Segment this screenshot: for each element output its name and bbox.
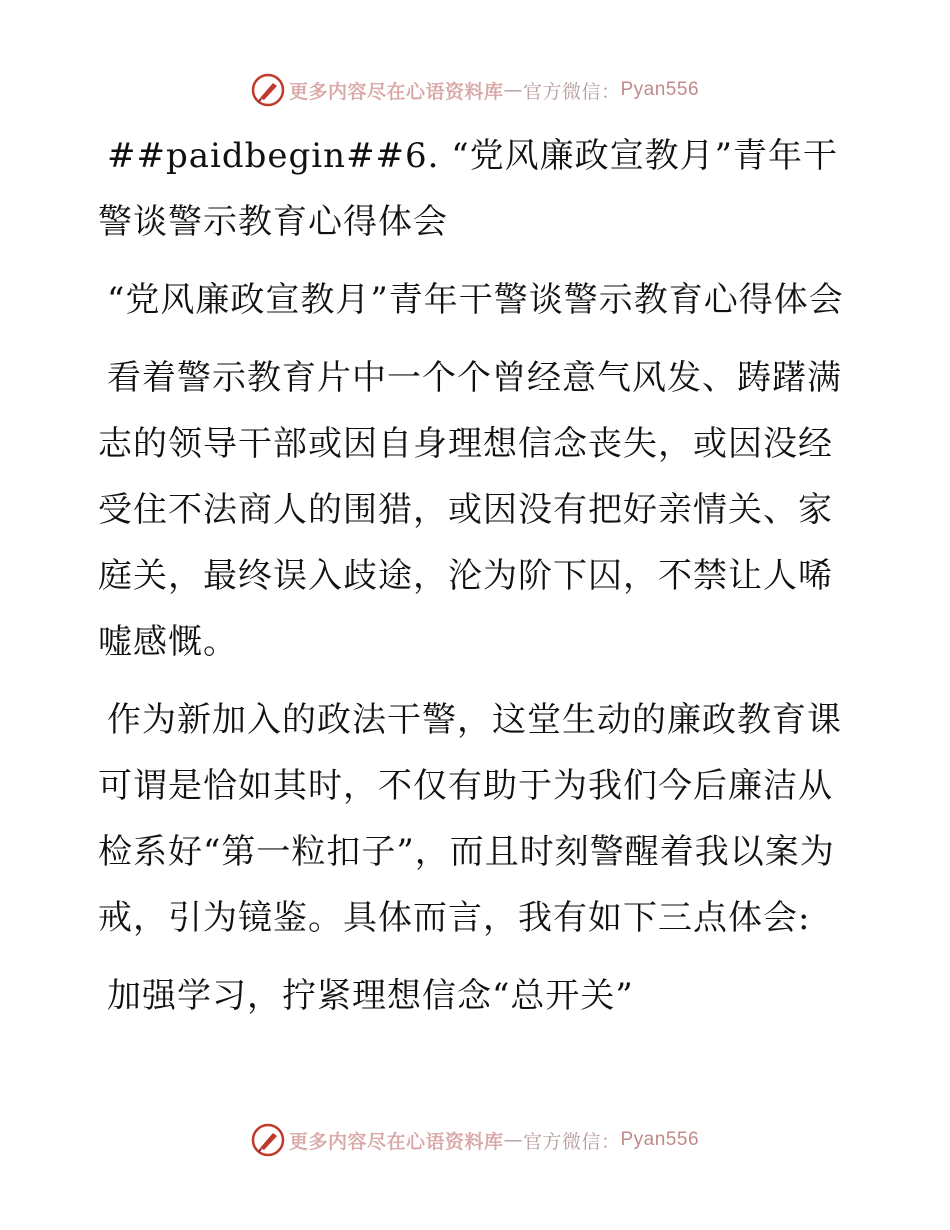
header-watermark	[0, 70, 950, 110]
document-body	[98, 123, 858, 1041]
pen-logo-icon	[251, 1123, 285, 1157]
banner-dash: —	[503, 79, 523, 101]
body-paragraph: 看着警示教育片中一个个曾经意气风发、踌躇满志的领导干部或因自身理想信念丧失，或因没经受住不法商人的围猎，或因没有把好亲情关、家庭关，最终误入歧途，沦为阶下囚，不禁让人唏嘘感慨。	[98, 358, 842, 662]
footer-watermark	[0, 1120, 950, 1160]
banner-dash: —	[503, 1129, 523, 1151]
document-subtitle: “党风廉政宣教月”青年干警谈警示教育心得体会	[107, 280, 844, 320]
pen-logo-icon	[251, 73, 285, 107]
section-heading: 加强学习，拧紧理想信念“总开关”	[107, 976, 634, 1016]
banner-text: 更多内容尽在心语资料库	[288, 1130, 504, 1153]
banner-wechat-label: 官方微信：	[522, 1130, 621, 1153]
banner-wechat-id: Pyan556	[620, 1129, 700, 1150]
body-paragraph: 作为新加入的政法干警，这堂生动的廉政教育课可谓是恰如其时，不仅有助于为我们今后廉洁从检系好“第一粒扣子”，而且时刻警醒着我以案为戒，引为镜鉴。具体而言，我有如下三点体会:	[98, 700, 842, 938]
banner-text: 更多内容尽在心语资料库	[288, 80, 504, 103]
document-title: ##paidbegin##6. “党风廉政宣教月”青年干警谈警示教育心得体会	[98, 136, 839, 242]
banner-wechat-label: 官方微信：	[522, 80, 621, 103]
banner-wechat-id: Pyan556	[620, 79, 700, 100]
